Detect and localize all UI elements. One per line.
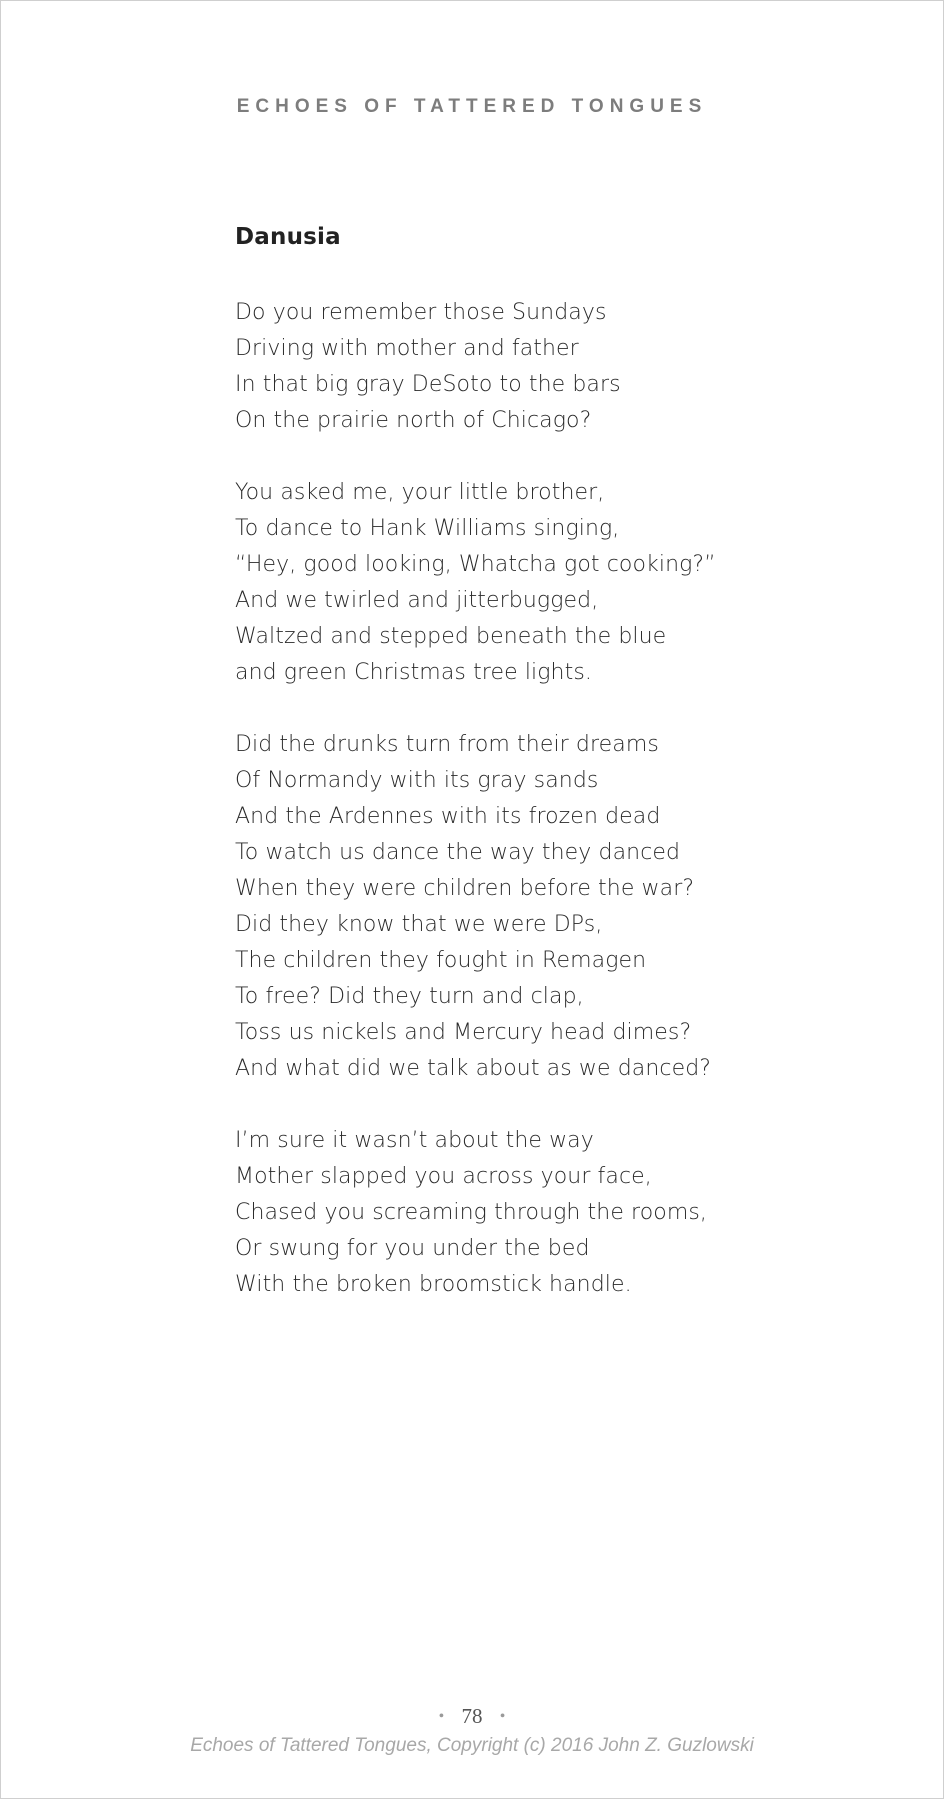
stanza-4	[235, 1123, 875, 1303]
poem-title: Danusia	[235, 224, 341, 250]
copyright-footer: Echoes of Tattered Tongues, Copyright (c) 2016 John Z. Guzlowski	[190, 1735, 754, 1756]
poem-line: Toss us nickels and Mercury head dimes?	[235, 1020, 692, 1045]
stanza-2	[235, 475, 875, 691]
poem-line: You asked me, your little brother,	[235, 480, 605, 505]
poem-line: On the prairie north of Chicago?	[235, 408, 592, 433]
poem-line: When they were children before the war?	[235, 876, 695, 901]
poem-line: I’m sure it wasn’t about the way	[235, 1128, 594, 1153]
page-number-row	[1, 1704, 943, 1729]
poem-line: To dance to Hank Williams singing,	[235, 516, 620, 541]
poem-body	[235, 295, 875, 1339]
poem-line: The children they fought in Remagen	[235, 948, 647, 973]
running-header: ECHOES OF TATTERED TONGUES	[236, 96, 708, 117]
poem-line: “Hey, good looking, Whatcha got cooking?”	[235, 552, 716, 577]
poem-line: And we twirled and jitterbugged,	[235, 588, 599, 613]
poem-line: In that big gray DeSoto to the bars	[235, 372, 621, 397]
page-number: 78	[461, 1704, 483, 1728]
poem-line: Did the drunks turn from their dreams	[235, 732, 659, 757]
poem-line: With the broken broomstick handle.	[235, 1272, 632, 1297]
bullet-left: •	[438, 1708, 445, 1725]
poem-line: Mother slapped you across your face,	[235, 1164, 652, 1189]
poem-line: To free? Did they turn and clap,	[235, 984, 584, 1009]
poem-line: Chased you screaming through the rooms,	[235, 1200, 708, 1225]
poem-line: And what did we talk about as we danced?	[235, 1056, 712, 1081]
poem-line: Did they know that we were DPs,	[235, 912, 603, 937]
poem-line: Or swung for you under the bed	[235, 1236, 590, 1261]
bullet-right: •	[499, 1708, 506, 1725]
poem-line: Do you remember those Sundays	[235, 300, 607, 325]
poem-line: To watch us dance the way they danced	[235, 840, 681, 865]
poem-line: Of Normandy with its gray sands	[235, 768, 599, 793]
poem-line: and green Christmas tree lights.	[235, 660, 592, 685]
stanza-3	[235, 727, 875, 1087]
poem-line: Driving with mother and father	[235, 336, 579, 361]
stanza-1	[235, 295, 875, 439]
poem-line: And the Ardennes with its frozen dead	[235, 804, 661, 829]
poem-line: Waltzed and stepped beneath the blue	[235, 624, 667, 649]
